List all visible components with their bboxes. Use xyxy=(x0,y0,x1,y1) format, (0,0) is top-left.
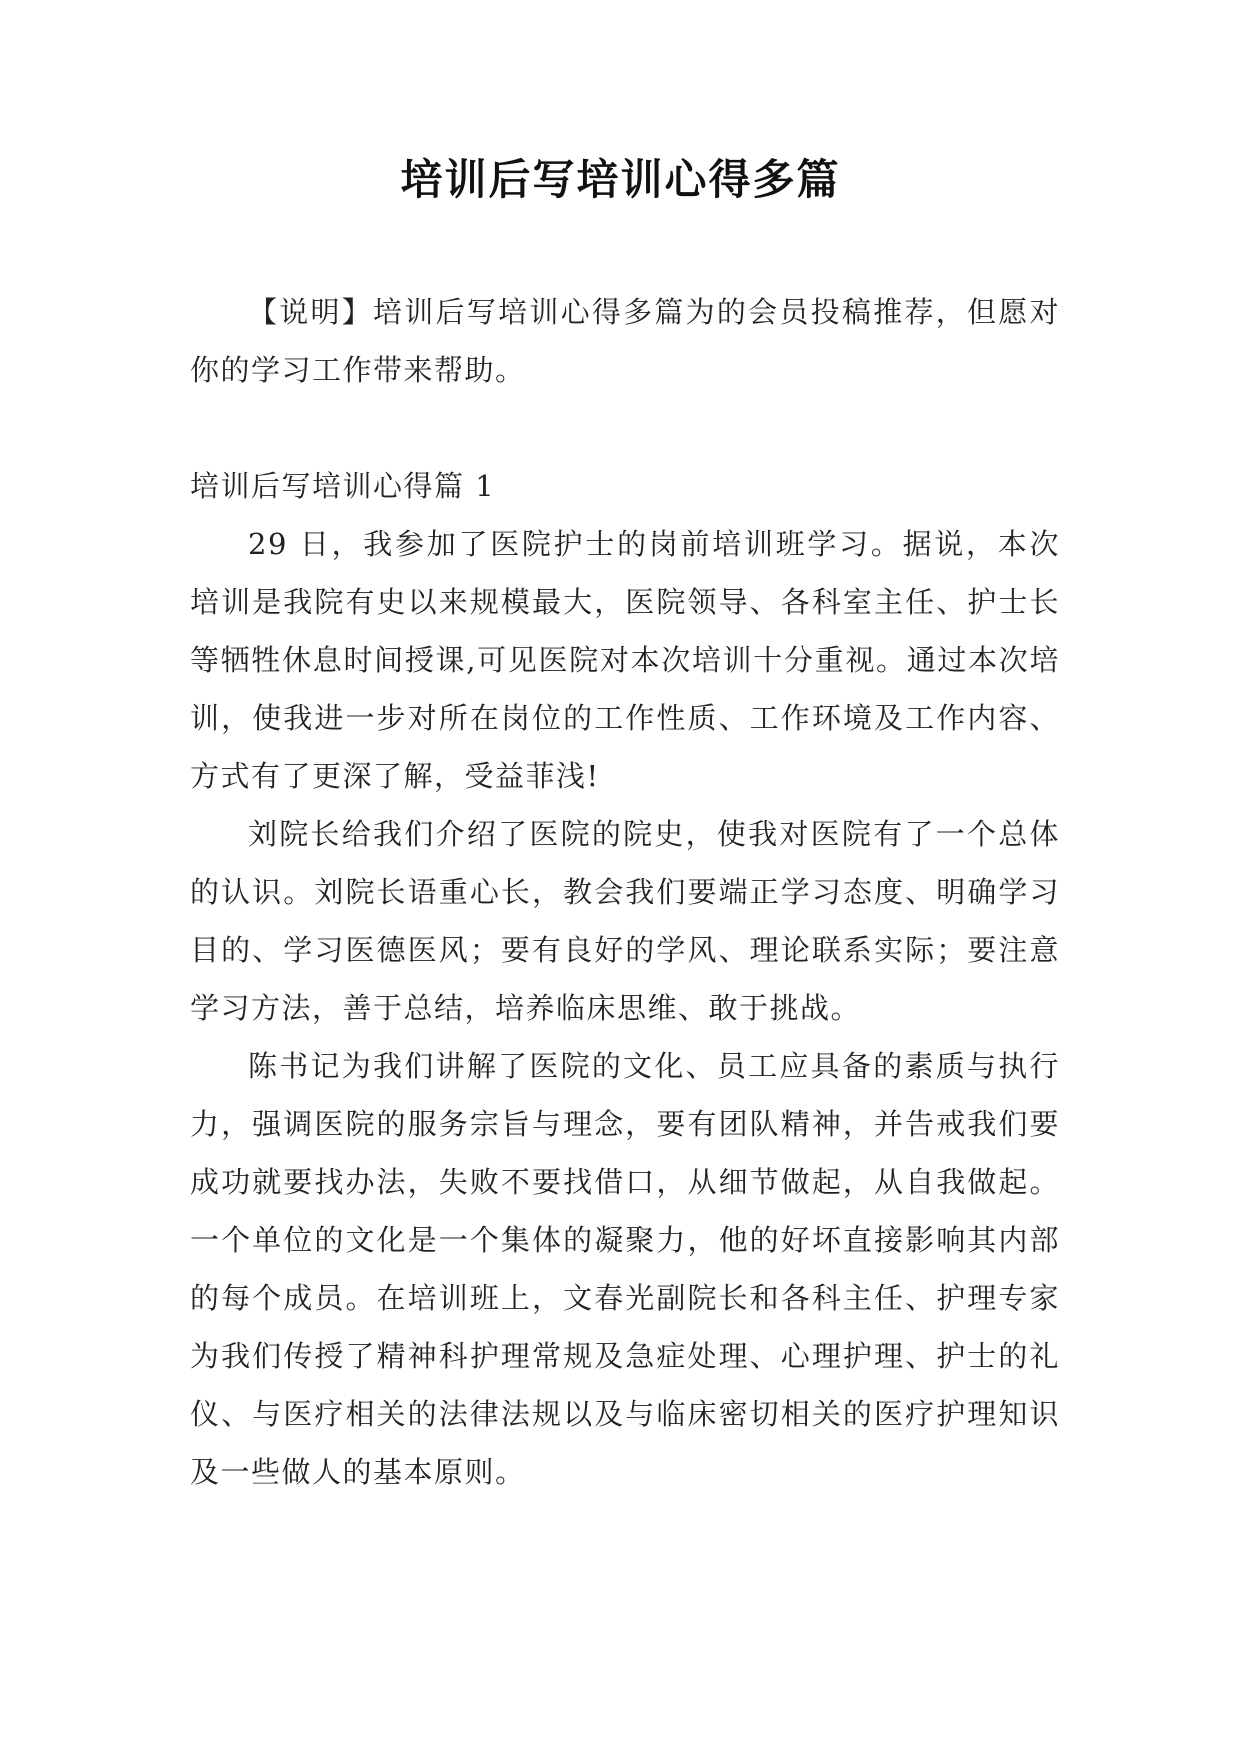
document-title: 培训后写培训心得多篇 xyxy=(400,155,841,204)
section-heading: 培训后写培训心得篇 1 xyxy=(190,469,496,503)
body-paragraph-1: 29 日，我参加了医院护士的岗前培训班学习。据说，本次培训是我院有史以来规模最大，医院领导、各科室主任、护士长等牺牲休息时间授课,可见医院对本次培训十分重视。通过本次培训，使我进一步对所在岗位的工作性质、工作环境及工作内容、方式有了更深了解，受益菲浅! xyxy=(190,527,1060,793)
body-paragraph-3: 陈书记为我们讲解了医院的文化、员工应具备的素质与执行力，强调医院的服务宗旨与理念，要有团队精神，并告戒我们要成功就要找办法，失败不要找借口，从细节做起，从自我做起。一个单位的文化是一个集体的凝聚力，他的好坏直接影响其内部的每个成员。在培训班上，文春光副院长和各科主任、护理专家为我们传授了精神科护理常规及急症处理、心理护理、护士的礼仪、与医疗相关的法律法规以及与临床密切相关的医疗护理知识及一些做人的基本原则。 xyxy=(190,1049,1060,1489)
body-paragraph-2: 刘院长给我们介绍了医院的院史，使我对医院有了一个总体的认识。刘院长语重心长，教会我们要端正学习态度、明确学习目的、学习医德医风；要有良好的学风、理论联系实际；要注意学习方法，善于总结，培养临床思维、敢于挑战。 xyxy=(190,817,1060,1025)
document-body xyxy=(190,283,1060,1501)
note-paragraph: 【说明】培训后写培训心得多篇为的会员投稿推荐，但愿对你的学习工作带来帮助。 xyxy=(190,295,1060,387)
